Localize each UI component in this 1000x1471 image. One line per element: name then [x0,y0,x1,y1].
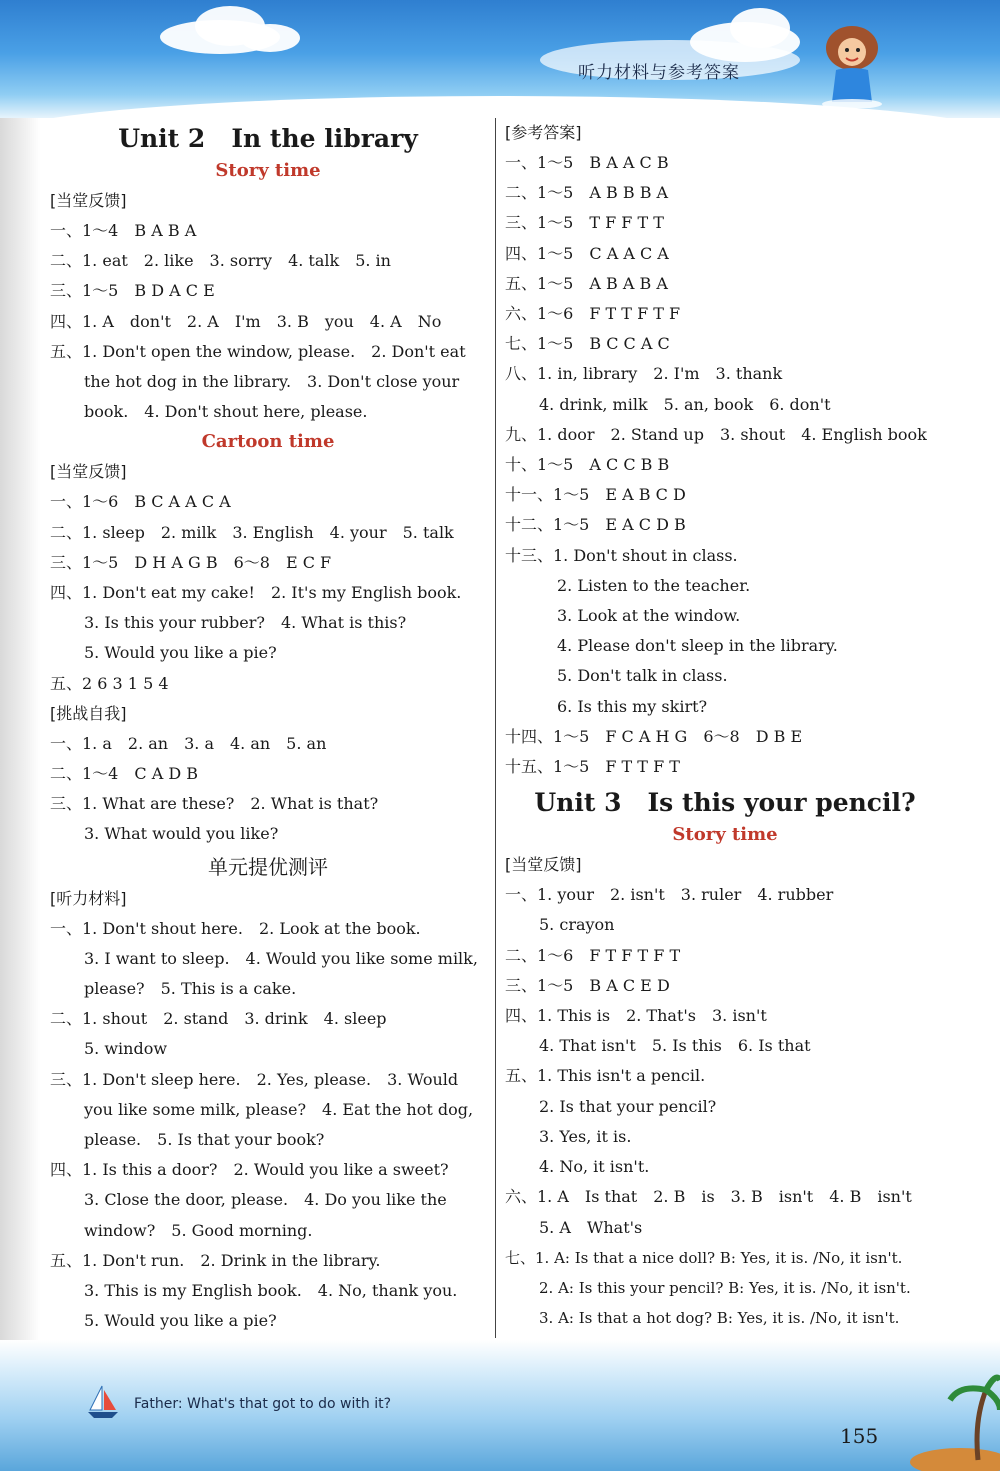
footer-sea [0,1340,1000,1471]
answer-line: 十一、1～5 E A B C D [505,485,686,505]
answer-line: window? 5. Good morning. [84,1220,313,1240]
answer-line: 二、1. shout 2. stand 3. drink 4. sleep [50,1009,387,1029]
answer-line: 3. A: Is that a hot dog? B: Yes, it is. /No, it isn't. [539,1309,900,1328]
palm-island-icon [900,1370,1000,1471]
answer-line: 四、1. This is 2. That's 3. isn't [505,1006,767,1026]
left-column [50,118,486,1337]
answer-line: book. 4. Don't shout here, please. [84,402,368,422]
answer-line: 4. No, it isn't. [539,1157,650,1177]
story-time-heading: Story time [215,160,321,181]
answer-line: 十五、1～5 F T T F T [505,757,680,777]
answer-line: 3. I want to sleep. 4. Would you like some milk, [84,948,478,968]
answer-line: 四、1. Is this a door? 2. Would you like a sweet? [50,1160,449,1180]
answer-line: 一、1. a 2. an 3. a 4. an 5. an [50,733,327,753]
answer-line: 5. Would you like a pie? [84,1311,277,1331]
answer-line: 五、1. This isn't a pencil. [505,1066,706,1086]
answer-line: 四、1～5 C A A C A [505,243,669,263]
answer-line: 三、1. Don't sleep here. 2. Yes, please. 3. Would [50,1069,459,1089]
answer-line: 三、1～5 B A C E D [505,975,670,995]
header-title: 听力材料与参考答案 [578,63,740,83]
unit2-title [50,122,486,156]
answer-line: 2. Is that your pencil? [539,1096,717,1116]
tag-listening: [听力材料] [50,888,127,908]
answer-line: 五、1～5 A B A B A [505,273,668,293]
answer-line: 十四、1～5 F C A H G 6～8 D B E [505,726,803,746]
answer-line: 5. crayon [539,915,615,935]
tag-feedback-2: [当堂反馈] [50,462,127,482]
page-number: 155 [840,1424,879,1448]
answer-line: 十三、1. Don't shout in class. [505,545,738,565]
answers-block-2 [50,487,486,698]
reference-answers-block [505,148,945,782]
unit3-answers-block [505,880,945,1333]
answer-line: 一、1～5 B A A C B [505,153,669,172]
answer-line: 三、1～5 B D A C E [50,281,215,301]
column-divider [495,118,496,1338]
answer-line: 6. Is this my skirt? [557,696,708,716]
answer-line: 一、1～4 B A B A [50,221,197,240]
answer-line: 八、1. in, library 2. I'm 3. thank [505,364,783,384]
answer-line: 3. What would you like? [84,824,279,844]
unit-test-heading: 单元提优测评 [208,854,328,879]
unit3-title [505,786,945,820]
answer-line: 3. Look at the window. [557,606,741,626]
answer-line: 3. This is my English book. 4. No, thank you. [84,1281,458,1301]
answer-line: 二、1～5 A B B B A [505,183,669,203]
answer-line: 三、1～5 T F F T T [505,213,664,233]
answer-line: 3. Close the door, please. 4. Do you like the [84,1190,447,1210]
answer-line: 5. A What's [539,1217,643,1237]
footer-quote: Father: What's that got to do with it? [134,1396,392,1412]
answer-line: 六、1～6 F T T F T F [505,304,681,324]
answer-line: 五、1. Don't run. 2. Drink in the library. [50,1250,381,1270]
answer-line: 2. A: Is this your pencil? B: Yes, it is. /No, it isn't. [539,1278,911,1297]
answer-line: 4. That isn't 5. Is this 6. Is that [539,1036,811,1056]
answers-block-3 [50,729,486,850]
tag-feedback-1: [当堂反馈] [50,191,127,210]
answer-line: 4. drink, milk 5. an, book 6. don't [539,394,831,414]
tag-feedback-3: [当堂反馈] [505,855,582,875]
answer-line: 一、1～6 B C A A C A [50,492,231,512]
tag-reference-answers: [参考答案] [505,123,582,142]
right-column [505,118,945,1333]
answer-line: 2. Listen to the teacher. [557,575,751,595]
answer-line: 六、1. A Is that 2. B is 3. B isn't 4. B isn't [505,1187,912,1207]
answer-line: 十、1～5 A C C B B [505,455,670,475]
listening-block [50,914,486,1337]
answer-line: 三、1～5 D H A G B 6～8 E C F [50,552,332,572]
answer-line: 二、1. sleep 2. milk 3. English 4. your 5. talk [50,522,454,542]
answer-line: 3. Yes, it is. [539,1126,632,1146]
answer-line: 七、1. A: Is that a nice doll? B: Yes, it is. /No, it isn't. [505,1248,903,1267]
answer-line: 二、1. eat 2. like 3. sorry 4. talk 5. in [50,251,391,271]
answer-line: you like some milk, please? 4. Eat the hot dog, [84,1099,474,1119]
tag-challenge: [挑战自我] [50,703,127,723]
answer-line: 5. Would you like a pie? [84,643,277,663]
cartoon-time-heading: Cartoon time [201,431,335,453]
unit2-number: Unit 2 [118,124,206,153]
answer-line: 五、1. Don't open the window, please. 2. Don't eat [50,341,466,361]
answer-line: 二、1～6 F T F T F T [505,945,681,965]
unit3-number: Unit 3 [534,788,622,818]
answer-line: 3. Is this your rubber? 4. What is this? [84,613,407,633]
unit3-story-time-heading: Story time [672,824,778,846]
header-banner [0,0,1000,118]
left-decor-strip [0,118,40,1348]
answer-line: 一、1. your 2. isn't 3. ruler 4. rubber [505,885,834,905]
answer-line: please? 5. This is a cake. [84,979,297,999]
answer-line: 三、1. What are these? 2. What is that? [50,794,379,814]
answer-line: 5. window [84,1039,168,1059]
unit3-name: Is this your pencil? [647,788,916,818]
mascot-girl-icon [812,18,892,108]
answer-line: 四、1. A don't 2. A I'm 3. B you 4. A No [50,311,442,331]
answer-line: 七、1～5 B C C A C [505,334,670,354]
answers-block-1 [50,216,486,427]
answer-line: 九、1. door 2. Stand up 3. shout 4. English book [505,424,927,444]
unit2-name: In the library [231,124,418,153]
answer-line: 五、2 6 3 1 5 4 [50,673,169,693]
answer-line: 十二、1～5 E A C D B [505,515,686,535]
answer-line: 4. Please don't sleep in the library. [557,636,838,656]
answer-line: 二、1～4 C A D B [50,764,199,784]
answer-line: 四、1. Don't eat my cake! 2. It's my English book. [50,583,462,603]
answer-line: 一、1. Don't shout here. 2. Look at the book. [50,918,421,938]
answer-line: please. 5. Is that your book? [84,1130,325,1150]
answer-line: 5. Don't talk in class. [557,666,728,686]
sailboat-icon [86,1384,120,1420]
answer-line: the hot dog in the library. 3. Don't close your [84,372,460,392]
